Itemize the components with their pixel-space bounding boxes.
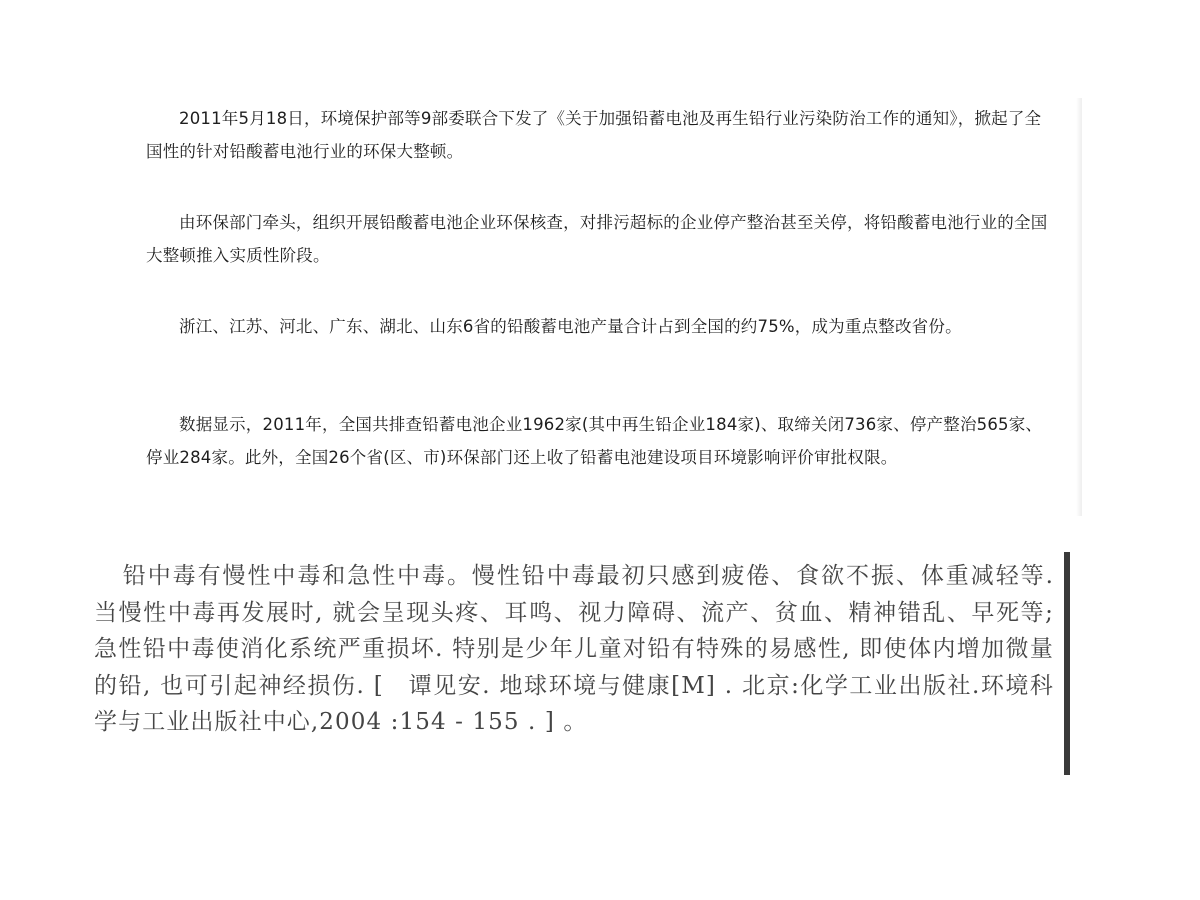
- news-excerpt-panel: [110, 88, 1082, 520]
- news-paragraph-3: 浙江、江苏、河北、广东、湖北、山东6省的铅酸蓄电池产量合计占到全国的约75%，成为重点整改省份。: [179, 317, 962, 336]
- book-paragraph: 铅中毒有慢性中毒和急性中毒。慢性铅中毒最初只感到疲倦、食欲不振、体重减轻等. 当慢性中毒再发展时, 就会呈现头疼、耳鸣、视力障碍、流产、贫血、精神错乱、早死等; 急性铅中毒使消化系统严重损坏. 特别是少年儿童对铅有特殊的易感性, 即使体内增加微量的铅, 也可引起神经损伤. [ 谭见安. 地球环境与健康[M] . 北京:化学工业出版社.环境科学与工业出版社中心,2004 :154 - 155 . ] 。: [94, 563, 1054, 735]
- news-paragraph-2: 由环保部门牵头，组织开展铅酸蓄电池企业环保核查，对排污超标的企业停产整治甚至关停，将铅酸蓄电池行业的全国大整顿推入实质性阶段。: [146, 213, 1048, 265]
- book-excerpt-panel: [94, 552, 1074, 777]
- panel-edge-shadow: [1076, 98, 1082, 516]
- news-paragraph-1: 2011年5月18日，环境保护部等9部委联合下发了《关于加强铅蓄电池及再生铅行业污染防治工作的通知》，掀起了全国性的针对铅酸蓄电池行业的环保大整顿。: [146, 109, 1042, 161]
- scan-edge-rule: [1064, 552, 1070, 775]
- news-paragraph-4: 数据显示，2011年，全国共排查铅蓄电池企业1962家(其中再生铅企业184家)、取缔关闭736家、停产整治565家、停业284家。此外，全国26个省(区、市)环保部门还上收了铅蓄电池建设项目环境影响评价审批权限。: [146, 415, 1043, 467]
